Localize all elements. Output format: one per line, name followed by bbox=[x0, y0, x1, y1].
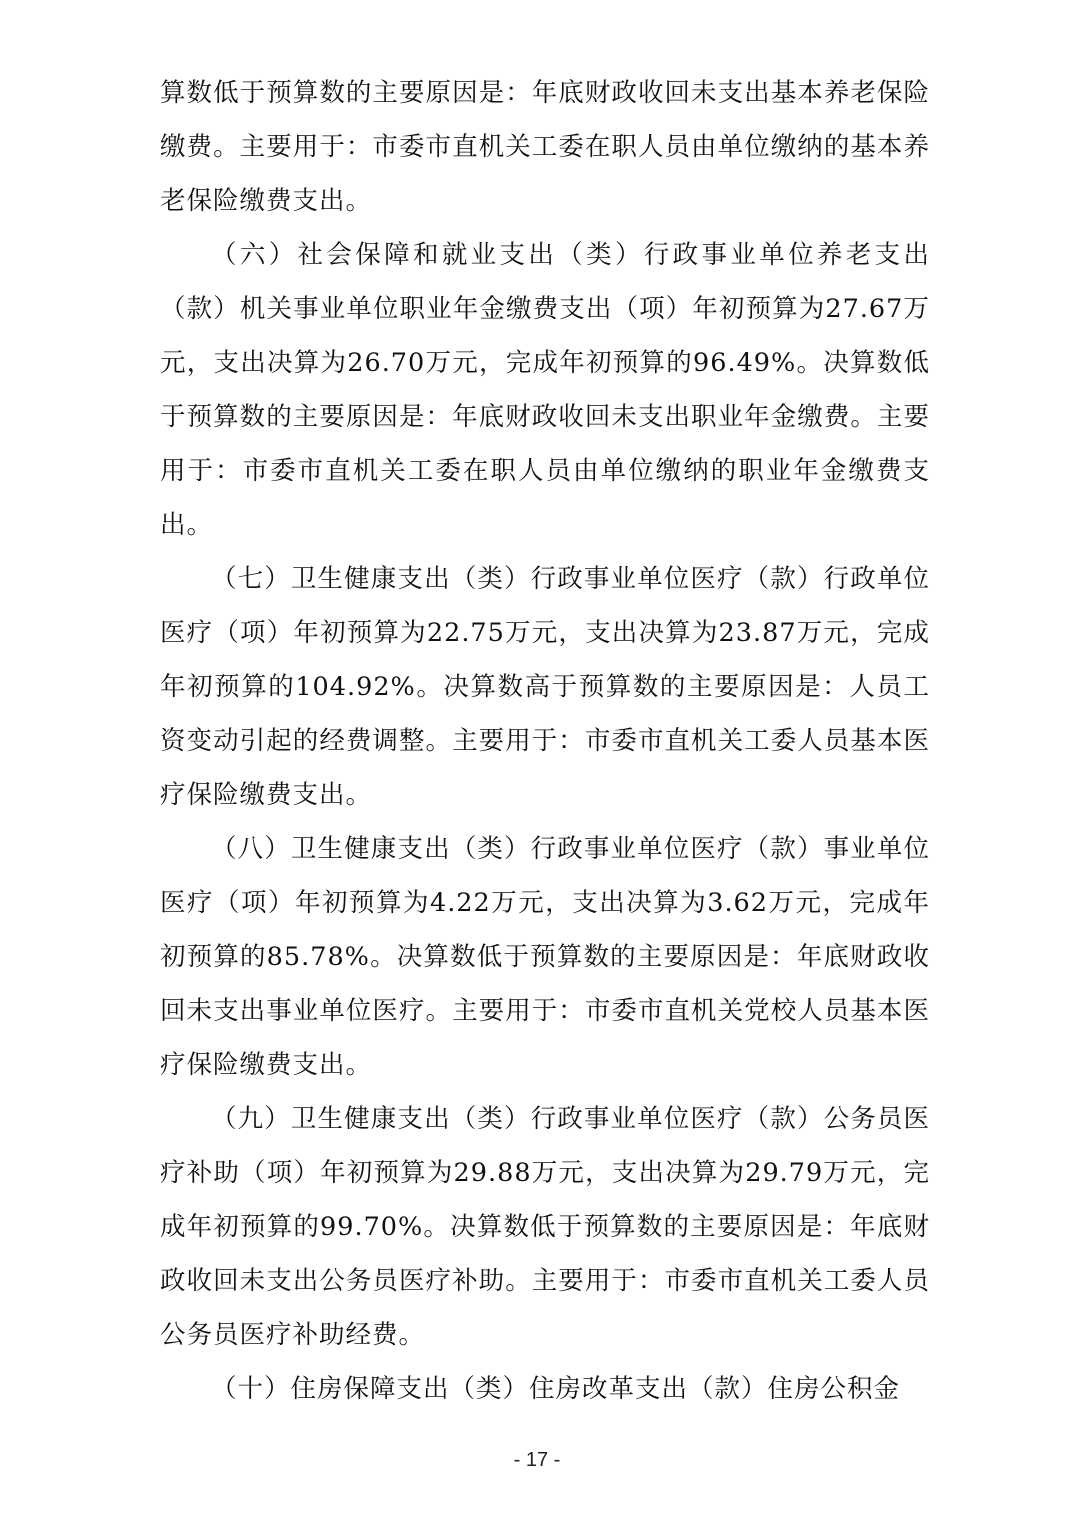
paragraph-institution-medical: （八）卫生健康支出（类）行政事业单位医疗（款）事业单位医疗（项）年初预算为4.22万元，支出决算为3.62万元，完成年初预算的85.78%。决算数低于预算数的主要原因是：年底财政收回未支出事业单位医疗。主要用于：市委市直机关党校人员基本医疗保险缴费支出。 bbox=[160, 834, 930, 1080]
paragraph-housing-fund: （十）住房保障支出（类）住房改革支出（款）住房公积金 bbox=[211, 1374, 901, 1404]
document-body bbox=[160, 66, 930, 1416]
paragraph-administrative-medical: （七）卫生健康支出（类）行政事业单位医疗（款）行政单位医疗（项）年初预算为22.75万元，支出决算为23.87万元，完成年初预算的104.92%。决算数高于预算数的主要原因是：人员工资变动引起的经费调整。主要用于：市委市直机关工委人员基本医疗保险缴费支出。 bbox=[160, 564, 930, 810]
paragraph-civil-servant-medical-subsidy: （九）卫生健康支出（类）行政事业单位医疗（款）公务员医疗补助（项）年初预算为29.88万元，支出决算为29.79万元，完成年初预算的99.70%。决算数低于预算数的主要原因是：年底财政收回未支出公务员医疗补助。主要用于：市委市直机关工委人员公务员医疗补助经费。 bbox=[160, 1104, 930, 1350]
paragraph-pension-continuation: 算数低于预算数的主要原因是：年底财政收回未支出基本养老保险缴费。主要用于：市委市直机关工委在职人员由单位缴纳的基本养老保险缴费支出。 bbox=[160, 78, 930, 216]
page-number: - 17 - bbox=[513, 1449, 561, 1471]
paragraph-occupational-annuity: （六）社会保障和就业支出（类）行政事业单位养老支出（款）机关事业单位职业年金缴费支出（项）年初预算为27.67万元，支出决算为26.70万元，完成年初预算的96.49%。决算数低于预算数的主要原因是：年底财政收回未支出职业年金缴费。主要用于：市委市直机关工委在职人员由单位缴纳的职业年金缴费支出。 bbox=[160, 240, 930, 540]
